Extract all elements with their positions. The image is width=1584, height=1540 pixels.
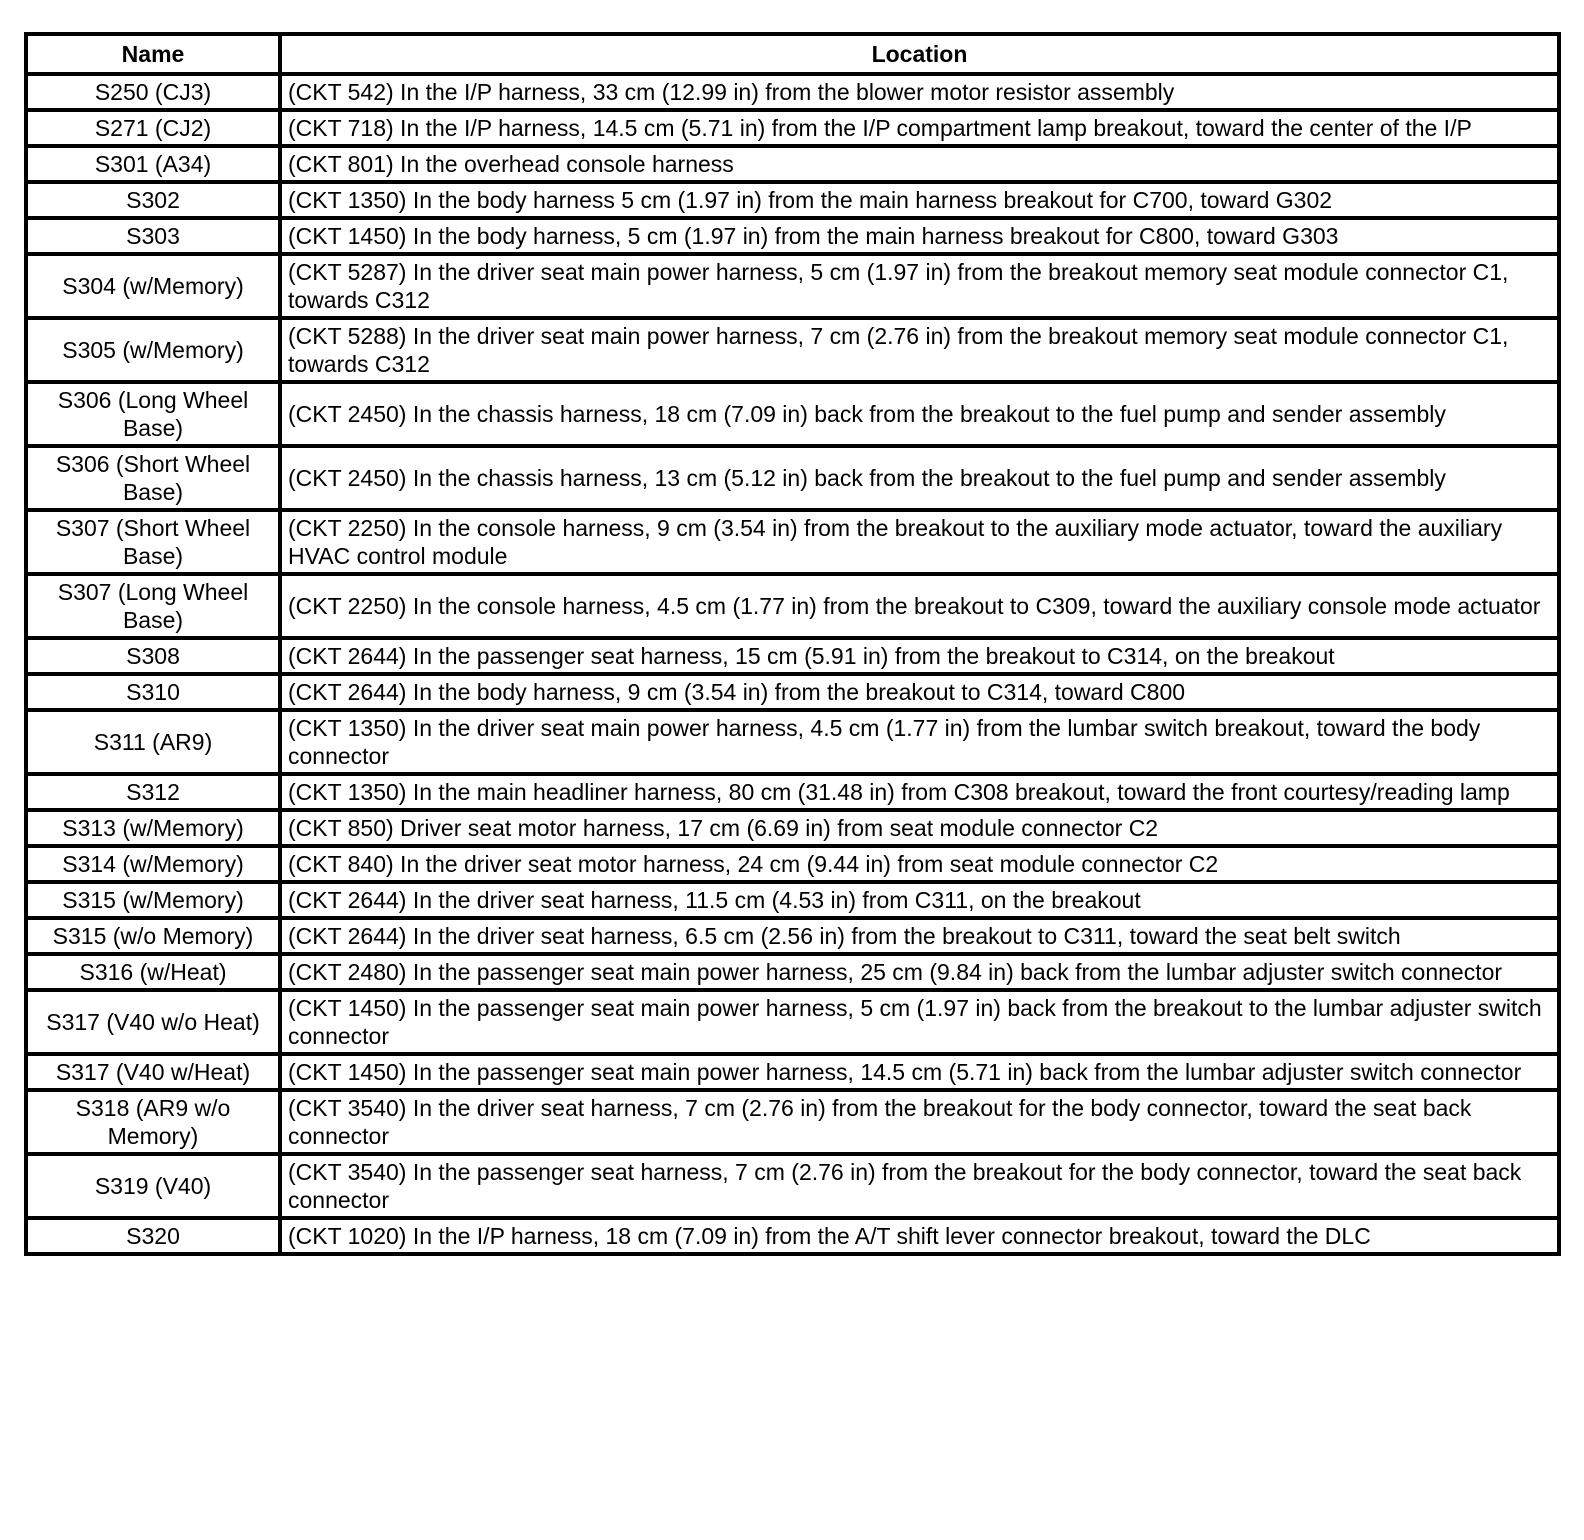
table-row — [26, 510, 1559, 574]
splice-name-cell: S316 (w/Heat) — [26, 954, 280, 990]
splice-name-cell: S312 — [26, 774, 280, 810]
splice-location-cell: (CKT 2644) In the passenger seat harness, 15 cm (5.91 in) from the breakout to C314, on the breakout — [280, 638, 1559, 674]
splice-name-cell: S318 (AR9 w/o Memory) — [26, 1090, 280, 1154]
splice-location-cell: (CKT 2644) In the driver seat harness, 6.5 cm (2.56 in) from the breakout to C311, toward the seat belt switch — [280, 918, 1559, 954]
splice-location-cell: (CKT 840) In the driver seat motor harness, 24 cm (9.44 in) from seat module connector C2 — [280, 846, 1559, 882]
splice-name-cell: S313 (w/Memory) — [26, 810, 280, 846]
splice-location-cell: (CKT 1350) In the body harness 5 cm (1.97 in) from the main harness breakout for C700, toward G302 — [280, 182, 1559, 218]
splice-name-cell: S306 (Long Wheel Base) — [26, 382, 280, 446]
splice-name-cell: S319 (V40) — [26, 1154, 280, 1218]
splice-name-cell: S303 — [26, 218, 280, 254]
table-row — [26, 990, 1559, 1054]
table-row — [26, 882, 1559, 918]
splice-name-cell: S306 (Short Wheel Base) — [26, 446, 280, 510]
splice-name-cell: S320 — [26, 1218, 280, 1254]
splice-location-cell: (CKT 718) In the I/P harness, 14.5 cm (5.71 in) from the I/P compartment lamp breakout, toward the center of the I/P — [280, 110, 1559, 146]
splice-name-cell: S304 (w/Memory) — [26, 254, 280, 318]
splice-name-cell: S305 (w/Memory) — [26, 318, 280, 382]
splice-location-cell: (CKT 1020) In the I/P harness, 18 cm (7.09 in) from the A/T shift lever connector breakout, toward the DLC — [280, 1218, 1559, 1254]
table-row — [26, 918, 1559, 954]
table-row — [26, 638, 1559, 674]
splice-name-cell: S314 (w/Memory) — [26, 846, 280, 882]
header-row — [26, 34, 1559, 74]
splice-name-cell: S310 — [26, 674, 280, 710]
splice-name-cell: S302 — [26, 182, 280, 218]
table-row — [26, 110, 1559, 146]
splice-location-cell: (CKT 2250) In the console harness, 9 cm (3.54 in) from the breakout to the auxiliary mode actuator, toward the auxiliary HVAC control module — [280, 510, 1559, 574]
splice-location-cell: (CKT 2250) In the console harness, 4.5 cm (1.77 in) from the breakout to C309, toward the auxiliary console mode actuator — [280, 574, 1559, 638]
table-row — [26, 710, 1559, 774]
table-row — [26, 954, 1559, 990]
table-row — [26, 218, 1559, 254]
splice-location-cell: (CKT 1450) In the passenger seat main power harness, 14.5 cm (5.71 in) back from the lumbar adjuster switch connector — [280, 1054, 1559, 1090]
table-row — [26, 1154, 1559, 1218]
splice-location-cell: (CKT 5288) In the driver seat main power harness, 7 cm (2.76 in) from the breakout memory seat module connector C1, towards C312 — [280, 318, 1559, 382]
header-location: Location — [280, 34, 1559, 74]
table-row — [26, 382, 1559, 446]
splice-name-cell: S317 (V40 w/o Heat) — [26, 990, 280, 1054]
splice-location-cell: (CKT 542) In the I/P harness, 33 cm (12.99 in) from the blower motor resistor assembly — [280, 74, 1559, 110]
table-row — [26, 1218, 1559, 1254]
splice-name-cell: S250 (CJ3) — [26, 74, 280, 110]
splice-name-cell: S317 (V40 w/Heat) — [26, 1054, 280, 1090]
table-row — [26, 254, 1559, 318]
splice-name-cell: S311 (AR9) — [26, 710, 280, 774]
table-row — [26, 1054, 1559, 1090]
table-row — [26, 318, 1559, 382]
table-body — [26, 74, 1559, 1254]
table-row — [26, 774, 1559, 810]
splice-location-table — [24, 32, 1561, 1256]
splice-location-cell: (CKT 2644) In the body harness, 9 cm (3.54 in) from the breakout to C314, toward C800 — [280, 674, 1559, 710]
table-row — [26, 146, 1559, 182]
splice-name-cell: S308 — [26, 638, 280, 674]
splice-name-cell: S307 (Long Wheel Base) — [26, 574, 280, 638]
splice-location-cell: (CKT 801) In the overhead console harness — [280, 146, 1559, 182]
table-row — [26, 182, 1559, 218]
splice-name-cell: S315 (w/o Memory) — [26, 918, 280, 954]
splice-location-cell: (CKT 1350) In the main headliner harness, 80 cm (31.48 in) from C308 breakout, toward the front courtesy/reading lamp — [280, 774, 1559, 810]
splice-location-cell: (CKT 1450) In the body harness, 5 cm (1.97 in) from the main harness breakout for C800, toward G303 — [280, 218, 1559, 254]
splice-location-cell: (CKT 2450) In the chassis harness, 18 cm (7.09 in) back from the breakout to the fuel pump and sender assembly — [280, 382, 1559, 446]
table-row — [26, 446, 1559, 510]
splice-location-cell: (CKT 3540) In the passenger seat harness, 7 cm (2.76 in) from the breakout for the body connector, toward the seat back connector — [280, 1154, 1559, 1218]
header-name: Name — [26, 34, 280, 74]
splice-location-cell: (CKT 850) Driver seat motor harness, 17 cm (6.69 in) from seat module connector C2 — [280, 810, 1559, 846]
splice-name-cell: S271 (CJ2) — [26, 110, 280, 146]
splice-location-cell: (CKT 2644) In the driver seat harness, 11.5 cm (4.53 in) from C311, on the breakout — [280, 882, 1559, 918]
table-row — [26, 574, 1559, 638]
splice-name-cell: S307 (Short Wheel Base) — [26, 510, 280, 574]
splice-location-cell: (CKT 5287) In the driver seat main power harness, 5 cm (1.97 in) from the breakout memory seat module connector C1, towards C312 — [280, 254, 1559, 318]
splice-location-cell: (CKT 1450) In the passenger seat main power harness, 5 cm (1.97 in) back from the breakout to the lumbar adjuster switch connector — [280, 990, 1559, 1054]
table-header — [26, 34, 1559, 74]
table-row — [26, 1090, 1559, 1154]
table-row — [26, 810, 1559, 846]
splice-name-cell: S315 (w/Memory) — [26, 882, 280, 918]
splice-location-cell: (CKT 2480) In the passenger seat main power harness, 25 cm (9.84 in) back from the lumbar adjuster switch connector — [280, 954, 1559, 990]
splice-location-cell: (CKT 1350) In the driver seat main power harness, 4.5 cm (1.77 in) from the lumbar switch breakout, toward the body connector — [280, 710, 1559, 774]
splice-name-cell: S301 (A34) — [26, 146, 280, 182]
table-row — [26, 74, 1559, 110]
table-row — [26, 846, 1559, 882]
splice-location-cell: (CKT 2450) In the chassis harness, 13 cm (5.12 in) back from the breakout to the fuel pump and sender assembly — [280, 446, 1559, 510]
splice-location-cell: (CKT 3540) In the driver seat harness, 7 cm (2.76 in) from the breakout for the body connector, toward the seat back connector — [280, 1090, 1559, 1154]
table-row — [26, 674, 1559, 710]
